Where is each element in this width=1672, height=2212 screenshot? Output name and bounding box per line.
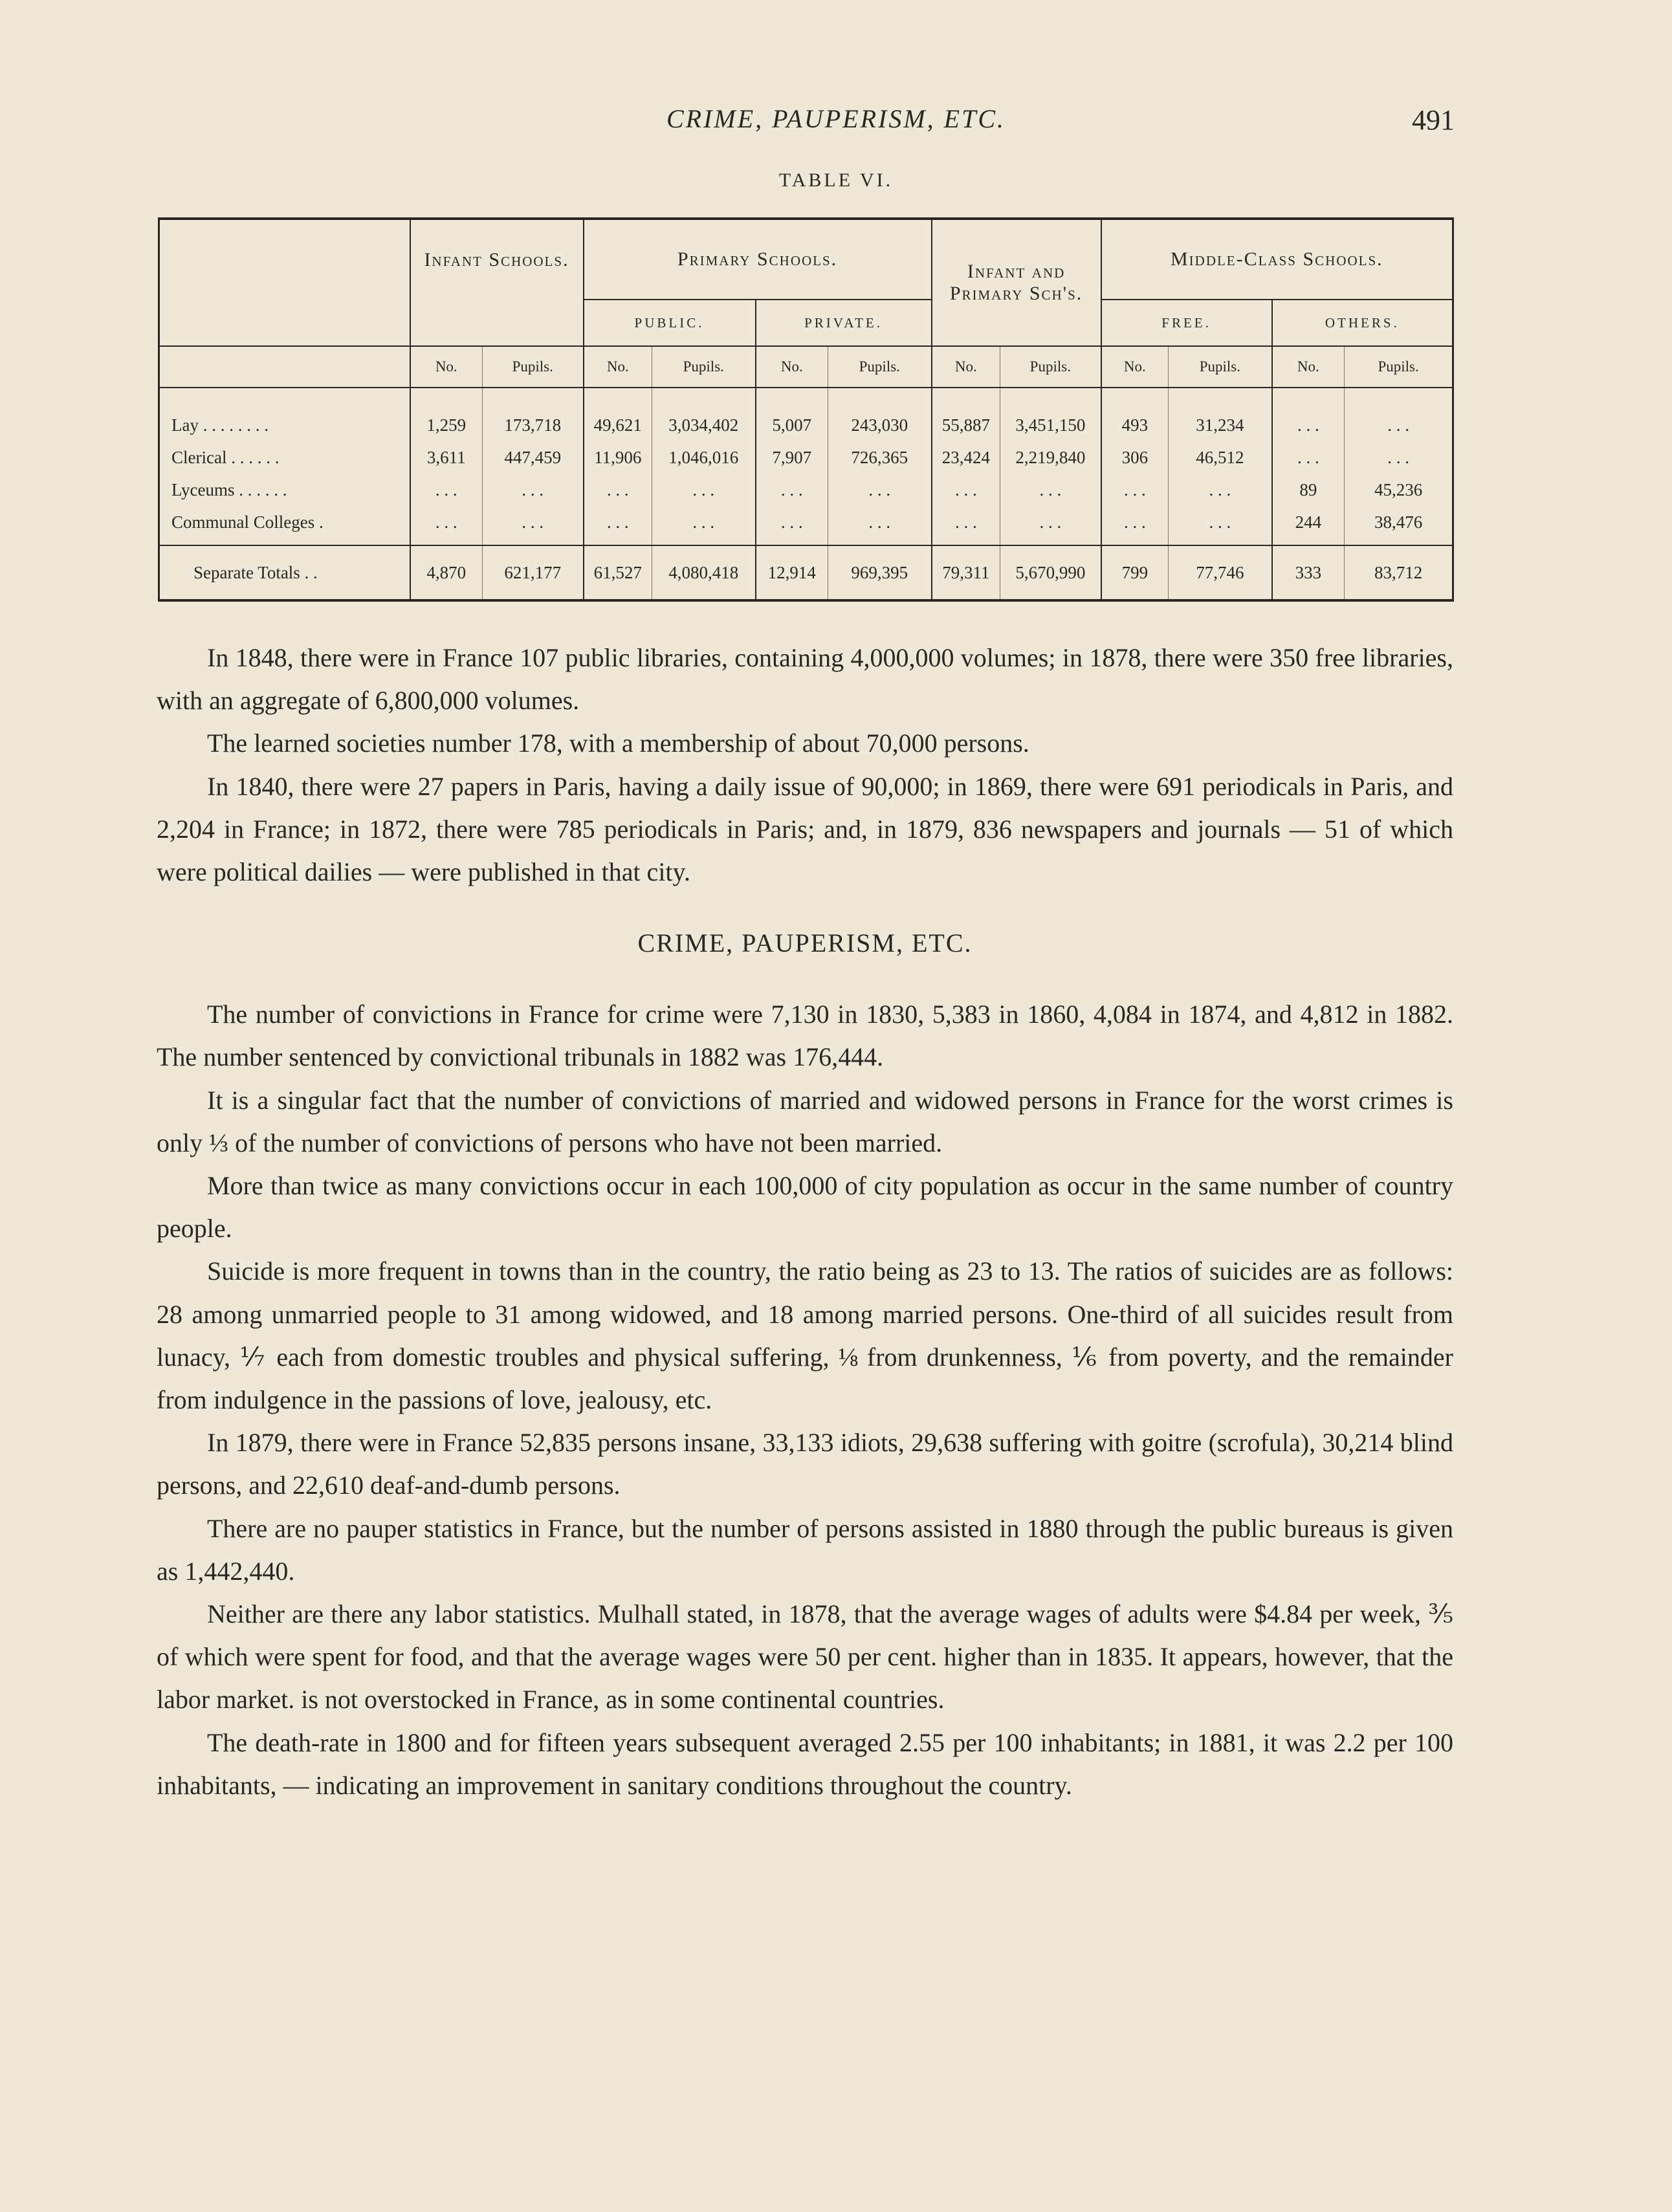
- table-cell: 49,621: [584, 388, 652, 441]
- paragraph: Suicide is more frequent in towns than in the country, the ratio being as 23 to 13. The ratios of suicides are as follows: 28 among unmarried people to 31 among widowed, and 18 among married persons. One-third of all suicides result from lunacy, ⅐ each from domestic troubles and physical suffering, ⅛ from drunkenness, ⅙ from poverty, and the remainder from indulgence in the passions of love, jealousy, etc.: [157, 1256, 1453, 1415]
- table-cell: 3,034,402: [652, 388, 756, 441]
- table-cell: 3,451,150: [1000, 388, 1101, 441]
- table-cell: 447,459: [483, 441, 584, 474]
- table-cell: 4,870: [410, 545, 483, 600]
- group-primary-schools: Primary Schools.: [584, 219, 932, 300]
- table-cell: 333: [1272, 545, 1345, 600]
- column-header-pupils: Pupils.: [1000, 346, 1101, 388]
- table-cell: 31,234: [1169, 388, 1272, 441]
- table-cell: . . .: [410, 506, 483, 545]
- row-label: Clerical . . . . . .: [171, 447, 280, 467]
- column-header-pupils: Pupils.: [1345, 346, 1453, 388]
- table-cell: 4,080,418: [652, 545, 756, 600]
- row-label: Lyceums . . . . . .: [171, 479, 287, 499]
- table-cell: 45,236: [1345, 474, 1453, 506]
- table-group-header-row: [159, 219, 1453, 300]
- row-label: Lay . . . . . . . .: [171, 415, 269, 435]
- table-cell: 23,424: [932, 441, 1000, 474]
- paragraph: It is a singular fact that the number of convictions of married and widowed persons in France for the worst crimes is only ⅓ of the number of convictions of persons who have not been married.: [157, 1085, 1453, 1157]
- running-title: CRIME, PAUPERISM, ETC.: [666, 104, 1006, 133]
- column-header-no: No.: [756, 346, 828, 388]
- table-cell: . . .: [1000, 506, 1101, 545]
- column-header-no: No.: [1272, 346, 1345, 388]
- body-text: [157, 637, 1453, 1807]
- table-cell: . . .: [1101, 506, 1169, 545]
- paragraph: In 1879, there were in France 52,835 persons insane, 33,133 idiots, 29,638 suffering with goitre (scrofula), 30,214 blind persons, and 22,610 deaf-and-dumb persons.: [157, 1428, 1453, 1500]
- table-stub-header: [159, 219, 410, 346]
- table-cell: . . .: [932, 506, 1000, 545]
- table-column-header-row: [159, 346, 1453, 388]
- row-label: Communal Colleges .: [171, 512, 324, 532]
- table-row-separate-totals: [159, 545, 1453, 600]
- subgroup-public: PUBLIC.: [584, 300, 756, 346]
- table-cell: 244: [1272, 506, 1345, 545]
- table-cell: 173,718: [483, 388, 584, 441]
- table-cell: 77,746: [1169, 545, 1272, 600]
- table-cell: 89: [1272, 474, 1345, 506]
- table-cell: . . .: [483, 474, 584, 506]
- column-header-stub: [159, 346, 410, 388]
- table-cell: 55,887: [932, 388, 1000, 441]
- table-cell: 2,219,840: [1000, 441, 1101, 474]
- table-cell: 7,907: [756, 441, 828, 474]
- table-cell: 3,611: [410, 441, 483, 474]
- table-cell: 12,914: [756, 545, 828, 600]
- section-heading: CRIME, PAUPERISM, ETC.: [637, 928, 973, 958]
- table-cell: 38,476: [1345, 506, 1453, 545]
- table-cell: . . .: [1101, 474, 1169, 506]
- table-cell: . . .: [652, 474, 756, 506]
- subgroup-private: PRIVATE.: [756, 300, 932, 346]
- group-middle-class-schools: Middle-Class Schools.: [1101, 219, 1453, 300]
- table-cell: . . .: [1345, 441, 1453, 474]
- table-cell: . . .: [584, 506, 652, 545]
- schools-table: [158, 217, 1454, 602]
- column-header-pupils: Pupils.: [483, 346, 584, 388]
- paragraph: There are no pauper statistics in France, but the number of persons assisted in 1880 through the public bureaus is given as 1,442,440.: [157, 1513, 1453, 1586]
- paragraph: The death-rate in 1800 and for fifteen years subsequent averaged 2.55 per 100 inhabitants; in 1881, it was 2.2 per 100 inhabitants, — indicating an improvement in sanitary conditions throughout the country.: [157, 1727, 1453, 1800]
- table-cell: . . .: [756, 506, 828, 545]
- column-header-no: No.: [932, 346, 1000, 388]
- table-cell: 799: [1101, 545, 1169, 600]
- paragraph: The learned societies number 178, with a membership of about 70,000 persons.: [207, 728, 1029, 758]
- table-cell: . . .: [756, 474, 828, 506]
- table-cell: . . .: [828, 474, 932, 506]
- table-row-communal-colleges: [159, 506, 1453, 545]
- table-cell: 726,365: [828, 441, 932, 474]
- table-cell: 11,906: [584, 441, 652, 474]
- table-cell: 1,046,016: [652, 441, 756, 474]
- table-cell: . . .: [1169, 506, 1272, 545]
- table-cell: 243,030: [828, 388, 932, 441]
- paragraph: More than twice as many convictions occur in each 100,000 of city population as occur in the same number of country people.: [157, 1171, 1453, 1243]
- table-cell: . . .: [1272, 441, 1345, 474]
- page-number: 491: [1412, 104, 1455, 136]
- paragraph: Neither are there any labor statistics. Mulhall stated, in 1878, that the average wages of adults were $4.84 per week, ⅗ of which were spent for food, and that the average wages were 50 per cent. higher than in 1835. It appears, however, that the labor market. is not overstocked in France, as in some continental countries.: [157, 1599, 1453, 1714]
- table-cell: . . .: [483, 506, 584, 545]
- column-header-no: No.: [410, 346, 483, 388]
- column-header-pupils: Pupils.: [652, 346, 756, 388]
- column-header-pupils: Pupils.: [1169, 346, 1272, 388]
- subgroup-free: FREE.: [1101, 300, 1272, 346]
- table-cell: . . .: [652, 506, 756, 545]
- subgroup-infant-blank: [410, 300, 584, 346]
- group-infant-schools: Infant Schools.: [410, 219, 584, 300]
- table-cell: . . .: [1272, 388, 1345, 441]
- table-row-lyceums: [159, 474, 1453, 506]
- table-cell: . . .: [1169, 474, 1272, 506]
- page-header: [0, 104, 1672, 149]
- table-cell: 5,007: [756, 388, 828, 441]
- column-header-no: No.: [1101, 346, 1169, 388]
- table-cell: . . .: [584, 474, 652, 506]
- table-title: TABLE VI.: [778, 170, 894, 191]
- paragraph: In 1848, there were in France 107 public libraries, containing 4,000,000 volumes; in 1878, there were 350 free libraries, with an aggregate of 6,800,000 volumes.: [157, 643, 1453, 716]
- paragraph: In 1840, there were 27 papers in Paris, having a daily issue of 90,000; in 1869, there were 691 periodicals in Paris, and 2,204 in France; in 1872, there were 785 periodicals in Paris; and, in 1879, 836 newspapers and journals — 51 of which were political dailies — were published in that city.: [157, 771, 1453, 887]
- table-cell: 969,395: [828, 545, 932, 600]
- table-cell: . . .: [828, 506, 932, 545]
- table-cell: . . .: [1000, 474, 1101, 506]
- table-cell: 1,259: [410, 388, 483, 441]
- paragraph: The number of convictions in France for crime were 7,130 in 1830, 5,383 in 1860, 4,084 in 1874, and 4,812 in 1882. The number sentenced by convictional tribunals in 1882 was 176,444.: [157, 1000, 1453, 1072]
- table-cell: . . .: [932, 474, 1000, 506]
- table-cell: 621,177: [483, 545, 584, 600]
- table-cell: . . .: [410, 474, 483, 506]
- column-header-no: No.: [584, 346, 652, 388]
- table-row-clerical: [159, 441, 1453, 474]
- column-header-pupils: Pupils.: [828, 346, 932, 388]
- subgroup-others: OTHERS.: [1272, 300, 1453, 346]
- table-cell: 493: [1101, 388, 1169, 441]
- table-cell: 306: [1101, 441, 1169, 474]
- table-cell: 5,670,990: [1000, 545, 1101, 600]
- group-infant-and-primary: Infant and Primary Sch's.: [932, 219, 1101, 346]
- table-cell: 83,712: [1345, 545, 1453, 600]
- table-cell: . . .: [1345, 388, 1453, 441]
- table-cell: 46,512: [1169, 441, 1272, 474]
- table-row-lay: [159, 388, 1453, 441]
- row-label: Separate Totals . .: [159, 545, 410, 600]
- table-cell: 61,527: [584, 545, 652, 600]
- table-cell: 79,311: [932, 545, 1000, 600]
